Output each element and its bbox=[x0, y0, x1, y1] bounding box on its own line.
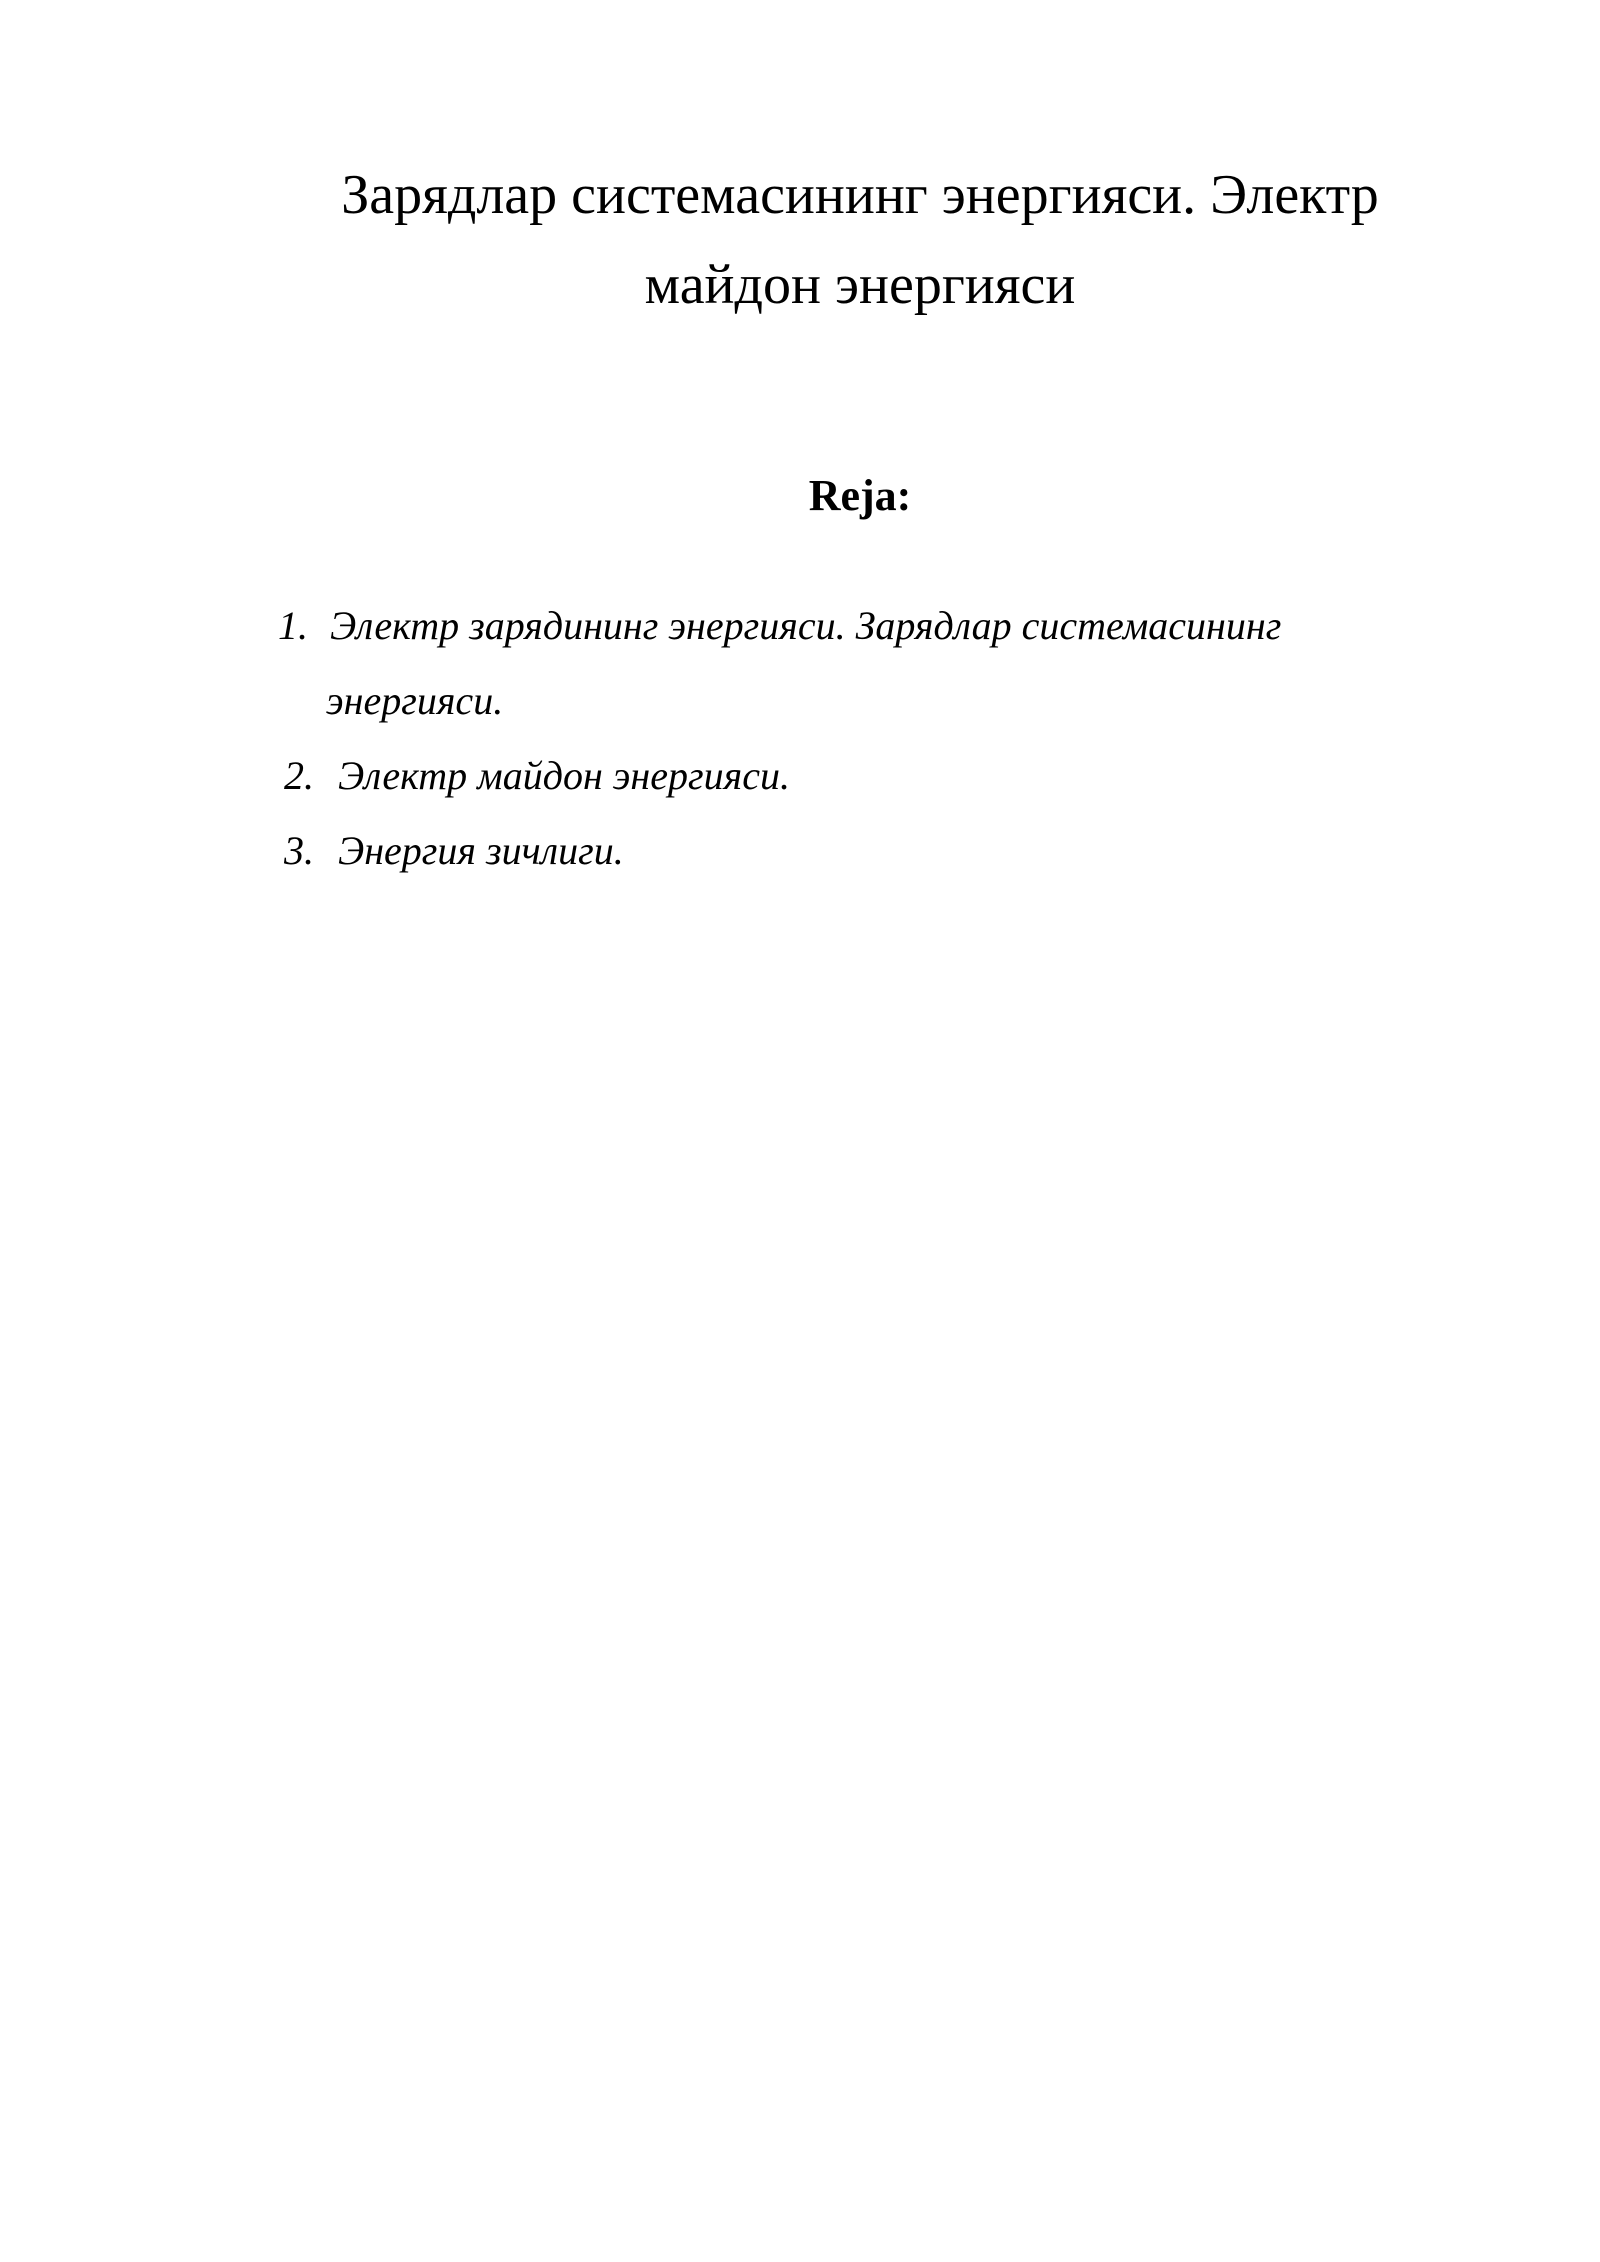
plan-item-text-continued: энергияси. bbox=[326, 678, 504, 723]
plan-item-text: Энергия зичлиги. bbox=[338, 828, 624, 873]
plan-item-number: 2. bbox=[284, 753, 314, 798]
document-title: Зарядлар системасининг энергияси. Электр майдон энергияси bbox=[341, 164, 1379, 316]
plan-item-number: 3. bbox=[284, 828, 314, 873]
plan-item-number: 1. bbox=[278, 603, 308, 648]
plan-heading: Reja: bbox=[808, 471, 912, 520]
plan-item-text: Электр майдон энергияси. bbox=[338, 753, 790, 798]
plan-item-text: Электр зарядининг энергияси. Зарядлар системасининг bbox=[330, 603, 1282, 648]
